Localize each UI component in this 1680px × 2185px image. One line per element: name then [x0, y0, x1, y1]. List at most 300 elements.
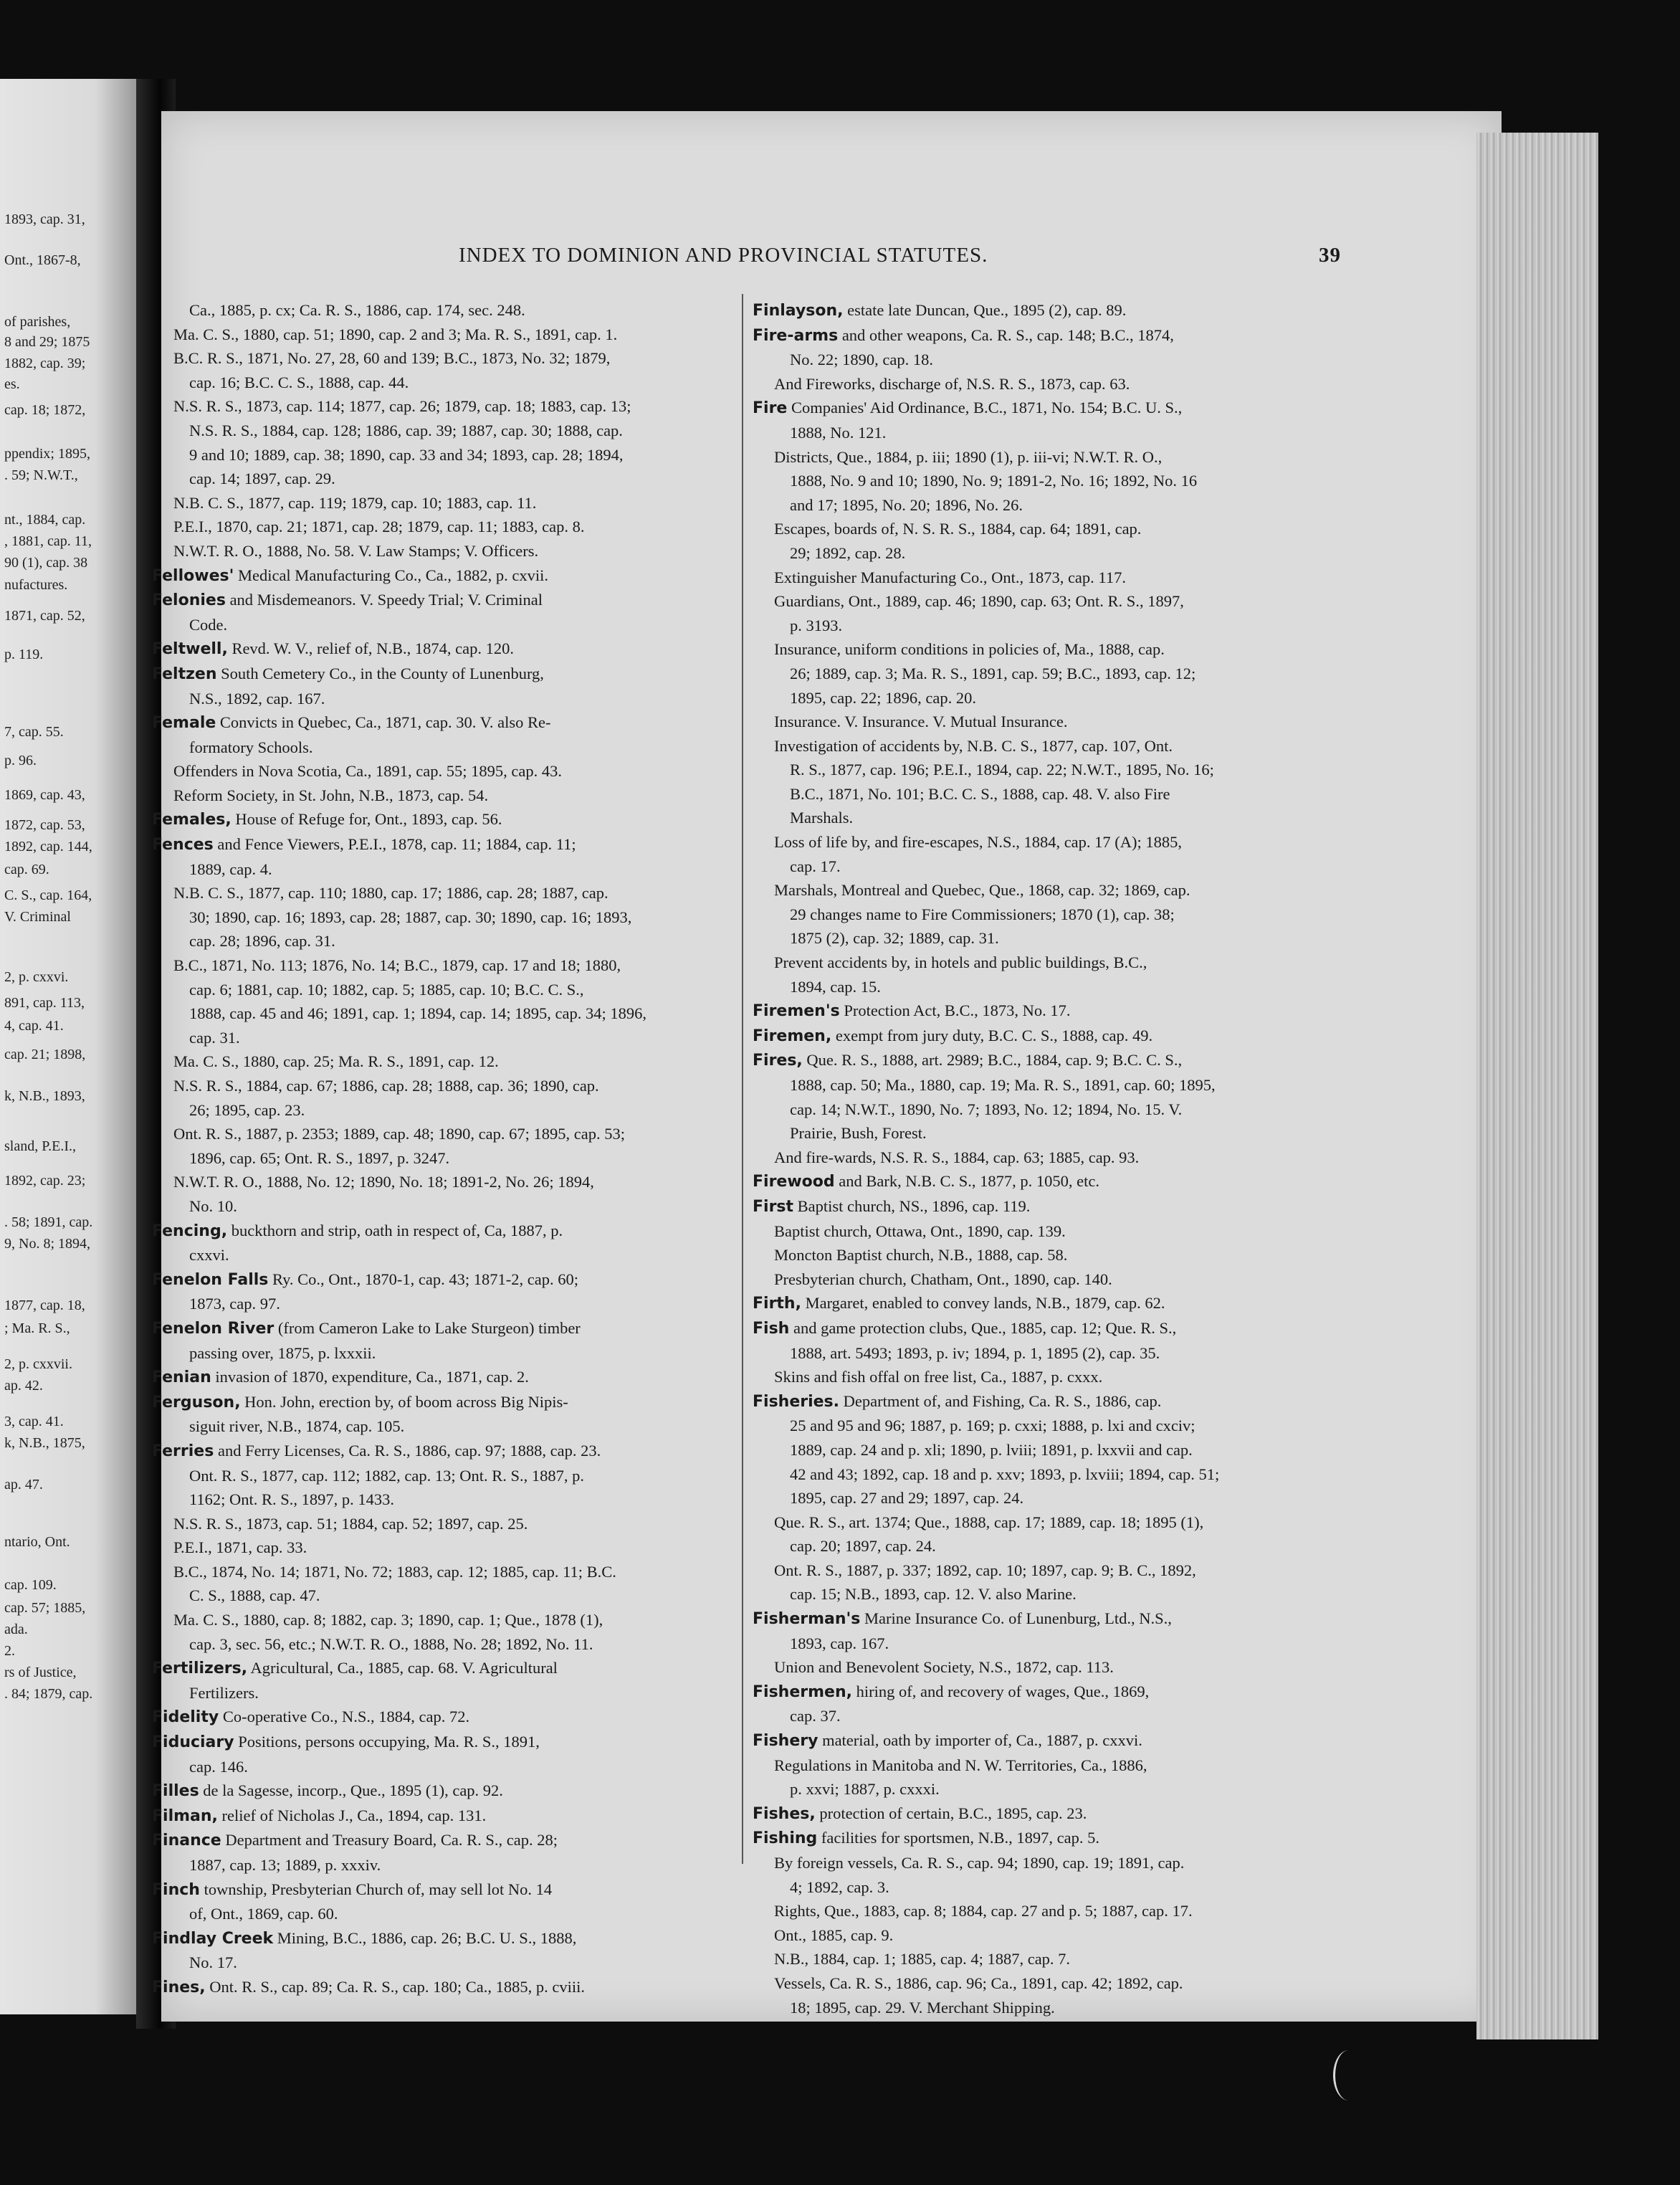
index-entry-line	[753, 1704, 1347, 1728]
index-entry-heading-line	[753, 1801, 1347, 1827]
index-entry-line	[753, 1558, 1347, 1583]
entry-text: de la Sagesse, incorp., Que., 1895 (1), cap. 92.	[199, 1781, 503, 1800]
entry-text: Que. R. S., art. 1374; Que., 1888, cap. 17; 1889, cap. 18; 1895 (1),	[774, 1513, 1204, 1531]
entry-text: cap. 146.	[189, 1757, 248, 1776]
entry-text: 25 and 95 and 96; 1887, p. 169; p. cxxi; 1888, p. lxi and cxciv;	[790, 1417, 1195, 1435]
index-entry-line	[753, 637, 1347, 662]
entry-keyword: Feltzen	[152, 665, 217, 683]
entry-keyword: Felonies	[152, 591, 226, 610]
index-entry-line	[152, 1001, 740, 1026]
entry-text: passing over, 1875, p. lxxxii.	[189, 1343, 376, 1362]
index-entry-line	[152, 1292, 740, 1316]
facing-page-fragment: ap. 42.	[4, 1378, 43, 1394]
entry-text: Prairie, Bush, Forest.	[790, 1124, 927, 1143]
entry-text: Reform Society, in St. John, N.B., 1873, cap. 54.	[173, 786, 489, 804]
index-entry-heading-line	[753, 396, 1347, 421]
entry-text: Presbyterian church, Chatham, Ont., 1890, cap. 140.	[774, 1270, 1112, 1288]
index-entry-line	[753, 1947, 1347, 1971]
entry-text: And fire-wards, N.S. R. S., 1884, cap. 63; 1885, cap. 93.	[774, 1148, 1140, 1166]
page-mark	[1333, 2050, 1364, 2100]
index-entry-heading-line	[753, 1316, 1347, 1341]
facing-page-fragment: p. 119.	[4, 647, 44, 662]
entry-text: Marshals.	[790, 809, 854, 827]
entry-text: 29 changes name to Fire Commissioners; 1870 (1), cap. 38;	[790, 905, 1175, 923]
index-entry-line	[753, 951, 1347, 975]
facing-page-fragment: sland, P.E.I.,	[4, 1138, 76, 1154]
entry-keyword: Fishing	[753, 1829, 818, 1848]
entry-text: cap. 3, sec. 56, etc.; N.W.T. R. O., 1888, No. 28; 1892, No. 11.	[189, 1634, 593, 1653]
entry-keyword: First	[753, 1197, 794, 1216]
facing-page-fragment: , 1881, cap. 11,	[4, 533, 92, 549]
index-entry-line	[753, 855, 1347, 879]
entry-text: Department and Treasury Board, Ca. R. S., cap. 28;	[221, 1831, 558, 1850]
index-entry-line	[152, 759, 740, 784]
entry-keyword: Fenian	[152, 1368, 211, 1387]
index-entry-line	[753, 1073, 1347, 1098]
entry-text: Ont. R. S., 1877, cap. 112; 1882, cap. 13; Ont. R. S., 1887, p.	[189, 1466, 585, 1485]
index-entry-line	[753, 758, 1347, 782]
entry-text: N.S. R. S., 1873, cap. 51; 1884, cap. 52; 1897, cap. 25.	[173, 1514, 528, 1533]
index-entry-line	[753, 1121, 1347, 1146]
index-entry-heading-line	[152, 1365, 740, 1390]
facing-page-fragment: 8 and 29; 1875	[4, 334, 90, 350]
index-entry-line	[753, 1923, 1347, 1948]
entry-text: Baptist church, Ottawa, Ont., 1890, cap. 139.	[774, 1222, 1066, 1240]
facing-page-fragment: . 59; N.W.T.,	[4, 467, 78, 483]
facing-page-fragment: k, N.B., 1893,	[4, 1088, 85, 1104]
index-entry-line	[152, 515, 740, 539]
entry-text: 1895, cap. 22; 1896, cap. 20.	[790, 688, 976, 707]
entry-keyword: Finch	[152, 1880, 200, 1899]
entry-text: Companies' Aid Ordinance, B.C., 1871, No. 154; B.C. U. S.,	[787, 399, 1183, 417]
index-entry-line	[152, 953, 740, 978]
index-entry-line	[753, 1365, 1347, 1389]
entry-text: cap. 6; 1881, cap. 10; 1882, cap. 5; 1885, cap. 10; B.C. C. S.,	[189, 980, 584, 999]
index-entry-line	[152, 371, 740, 395]
index-entry-line	[152, 1512, 740, 1536]
index-entry-line	[152, 1902, 740, 1926]
entry-keyword: Fisheries.	[753, 1392, 840, 1411]
index-entry-line	[152, 1755, 740, 1779]
facing-page-fragment: 7, cap. 55.	[4, 724, 64, 740]
index-entry-line	[753, 1777, 1347, 1801]
entry-text: cap. 14; 1897, cap. 29.	[189, 470, 335, 488]
entry-text: 1162; Ont. R. S., 1897, p. 1433.	[189, 1490, 395, 1509]
entry-text: N.S. R. S., 1884, cap. 128; 1886, cap. 39; 1887, cap. 30; 1888, cap.	[189, 421, 623, 439]
index-entry-heading-line	[753, 1024, 1347, 1049]
index-entry-line	[152, 1243, 740, 1267]
entry-text: Ont. R. S., 1887, p. 2353; 1889, cap. 48; 1890, cap. 67; 1895, cap. 53;	[173, 1125, 625, 1143]
index-entry-line	[753, 614, 1347, 638]
index-entry-heading-line	[753, 1048, 1347, 1073]
index-entry-line	[753, 1462, 1347, 1487]
index-entry-heading-line	[152, 1975, 740, 2000]
index-entry-line	[753, 878, 1347, 903]
entry-text: Moncton Baptist church, N.B., 1888, cap. 58.	[774, 1246, 1068, 1265]
index-entry-heading-line	[753, 298, 1347, 323]
index-entry-line	[753, 1655, 1347, 1680]
facing-page-fragment: 1871, cap. 52,	[4, 608, 85, 624]
facing-page-fragment: cap. 57; 1885,	[4, 1600, 86, 1616]
facing-page-fragment: cap. 21; 1898,	[4, 1047, 86, 1062]
facing-page-fragment: 1892, cap. 23;	[4, 1173, 86, 1189]
entry-text: p. xxvi; 1887, p. cxxxi.	[790, 1780, 940, 1799]
entry-keyword: Fishermen,	[753, 1682, 852, 1701]
entry-text: p. 3193.	[790, 616, 843, 634]
page-number: 39	[1319, 244, 1341, 267]
entry-keyword: Firth,	[753, 1295, 801, 1313]
entry-text: 1875 (2), cap. 32; 1889, cap. 31.	[790, 929, 999, 948]
entry-text: Ry. Co., Ont., 1870-1, cap. 43; 1871-2, cap. 60;	[268, 1270, 578, 1288]
index-entry-line	[753, 710, 1347, 734]
index-entry-line	[753, 421, 1347, 445]
index-entry-heading-line	[152, 807, 740, 832]
index-entry-line	[152, 1049, 740, 1074]
index-entry-heading-line	[152, 1656, 740, 1681]
facing-page-fragment: 1892, cap. 144,	[4, 839, 92, 855]
entry-text: N.S. R. S., 1884, cap. 67; 1886, cap. 28; 1888, cap. 36; 1890, cap.	[173, 1077, 599, 1095]
facing-page-fragment: nt., 1884, cap.	[4, 512, 86, 528]
index-entry-line	[152, 613, 740, 637]
index-entry-line	[152, 443, 740, 467]
entry-text: Prevent accidents by, in hotels and public buildings, B.C.,	[774, 953, 1147, 972]
index-entry-line	[152, 1853, 740, 1877]
facing-page-fragment: 2, p. cxxvii.	[4, 1356, 72, 1372]
entry-text: No. 10.	[189, 1196, 237, 1215]
index-entry-heading-line	[753, 323, 1347, 348]
index-entry-line	[753, 372, 1347, 396]
entry-text: 1895, cap. 27 and 29; 1897, cap. 24.	[790, 1489, 1024, 1508]
index-entry-line	[753, 1996, 1347, 2020]
index-entry-line	[152, 1608, 740, 1632]
entry-keyword: Firewood	[753, 1173, 835, 1191]
facing-page-fragment: cap. 18; 1872,	[4, 402, 86, 418]
facing-page-fragment: 2, p. cxxvi.	[4, 969, 69, 985]
entry-text: N.S. R. S., 1873, cap. 114; 1877, cap. 26; 1879, cap. 18; 1883, cap. 13;	[173, 397, 631, 416]
facing-page-fragment: p. 96.	[4, 753, 37, 768]
entry-text: 26; 1889, cap. 3; Ma. R. S., 1891, cap. 59; B.C., 1893, cap. 12;	[790, 664, 1196, 682]
entry-text: Extinguisher Manufacturing Co., Ont., 1873, cap. 117.	[774, 568, 1126, 586]
entry-text: Convicts in Quebec, Ca., 1871, cap. 30. V. also Re-	[216, 713, 551, 732]
entry-text: cap. 37.	[790, 1707, 841, 1725]
entry-text: B.C., 1871, No. 101; B.C. C. S., 1888, cap. 48. V. also Fire	[790, 784, 1170, 803]
entry-keyword: Fire-arms	[753, 326, 839, 345]
facing-page-fragment: cap. 109.	[4, 1577, 57, 1593]
index-entry-line	[152, 1632, 740, 1657]
index-entry-line	[152, 881, 740, 905]
index-entry-line	[152, 1341, 740, 1366]
index-entry-heading-line	[152, 1877, 740, 1903]
facing-page-fragment: nufactures.	[4, 577, 68, 593]
entry-text: Insurance, uniform conditions in policies of, Ma., 1888, cap.	[774, 640, 1165, 659]
entry-text: 1888, art. 5493; 1893, p. iv; 1894, p. 1, 1895 (2), cap. 35.	[790, 1343, 1160, 1362]
entry-text: And Fireworks, discharge of, N.S. R. S., 1873, cap. 63.	[774, 374, 1130, 393]
index-entry-heading-line	[152, 563, 740, 589]
facing-page-fragment: 891, cap. 113,	[4, 995, 85, 1011]
index-entry-line	[152, 467, 740, 491]
entry-keyword: Fines,	[152, 1978, 206, 1996]
index-entry-line	[152, 323, 740, 347]
index-entry-heading-line	[152, 1730, 740, 1755]
index-entry-line	[152, 1584, 740, 1608]
entry-keyword: Fertilizers,	[152, 1660, 248, 1678]
facing-page-fragment: ppendix; 1895,	[4, 446, 90, 462]
entry-keyword: Ferries	[152, 1442, 214, 1460]
entry-text: House of Refuge for, Ont., 1893, cap. 56.	[231, 810, 502, 829]
index-entry-heading-line	[753, 1728, 1347, 1753]
index-entry-heading-line	[152, 1705, 740, 1730]
entry-keyword: Fenelon River	[152, 1319, 275, 1338]
index-entry-heading-line	[152, 1267, 740, 1293]
index-entry-line	[753, 926, 1347, 951]
entry-keyword: Fisherman's	[753, 1610, 861, 1629]
index-entry-line	[753, 662, 1347, 686]
index-entry-line	[753, 445, 1347, 470]
index-entry-line	[753, 903, 1347, 927]
index-entry-line	[753, 1875, 1347, 1900]
index-entry-line	[753, 782, 1347, 806]
entry-keyword: Fishes,	[753, 1804, 816, 1823]
entry-text: Regulations in Manitoba and N. W. Territories, Ca., 1886,	[774, 1756, 1147, 1774]
facing-page-fragment: k, N.B., 1875,	[4, 1435, 85, 1451]
entry-text: Investigation of accidents by, N.B. C. S., 1877, cap. 107, Ont.	[774, 736, 1173, 755]
facing-page-fragment: 1893, cap. 31,	[4, 211, 85, 227]
index-entry-line	[152, 1464, 740, 1488]
entry-text: N.S., 1892, cap. 167.	[189, 689, 325, 708]
entry-text: P.E.I., 1871, cap. 33.	[173, 1538, 307, 1557]
entry-text: 1873, cap. 97.	[189, 1295, 280, 1313]
entry-text: and Bark, N.B. C. S., 1877, p. 1050, etc.	[834, 1172, 1099, 1191]
entry-text: 1888, No. 121.	[790, 423, 887, 442]
entry-text: Vessels, Ca. R. S., 1886, cap. 96; Ca., 1891, cap. 42; 1892, cap.	[774, 1974, 1183, 1992]
index-entry-line	[152, 1681, 740, 1705]
facing-page-fragment: C. S., cap. 164,	[4, 887, 92, 903]
index-entry-line	[152, 1146, 740, 1171]
index-entry-line	[753, 1243, 1347, 1267]
facing-page-fragment: ntario, Ont.	[4, 1534, 70, 1550]
facing-page-fragment: of parishes,	[4, 314, 71, 330]
index-entry-line	[152, 929, 740, 953]
index-entry-line	[152, 1194, 740, 1219]
index-entry-heading-line	[753, 1389, 1347, 1414]
entry-keyword: Fellowes'	[152, 566, 234, 585]
entry-text: hiring of, and recovery of wages, Que., 1869,	[851, 1682, 1150, 1700]
entry-text: Mining, B.C., 1886, cap. 26; B.C. U. S., 1888,	[273, 1928, 577, 1947]
facing-page-fragment: 90 (1), cap. 38	[4, 555, 88, 571]
entry-text: exempt from jury duty, B.C. C. S., 1888, cap. 49.	[831, 1026, 1153, 1044]
entry-text: Ma. C. S., 1880, cap. 8; 1882, cap. 3; 1890, cap. 1; Que., 1878 (1),	[173, 1611, 603, 1629]
entry-text: 1894, cap. 15.	[790, 977, 881, 996]
entry-keyword: Finlayson,	[753, 302, 844, 320]
index-entry-line	[753, 1510, 1347, 1535]
facing-page-fragment: . 58; 1891, cap.	[4, 1214, 93, 1230]
entry-text: Marshals, Montreal and Quebec, Que., 1868, cap. 32; 1869, cap.	[774, 881, 1190, 900]
index-entry-line	[753, 1414, 1347, 1438]
entry-text: 1889, cap. 24 and p. xli; 1890, p. lviii; 1891, p. lxxvii and cap.	[790, 1440, 1193, 1459]
index-entry-line	[152, 784, 740, 808]
index-entry-heading-line	[152, 710, 740, 736]
entry-text: 1888, cap. 50; Ma., 1880, cap. 19; Ma. R. S., 1891, cap. 60; 1895,	[790, 1076, 1216, 1094]
entry-text: B.C., 1871, No. 113; 1876, No. 14; B.C., 1879, cap. 17 and 18; 1880,	[173, 956, 621, 975]
index-entry-line	[753, 348, 1347, 372]
index-entry-line	[152, 419, 740, 443]
index-entry-line	[753, 517, 1347, 541]
entry-keyword: Filles	[152, 1782, 199, 1801]
entry-text: Loss of life by, and fire-escapes, N.S., 1884, cap. 17 (A); 1885,	[774, 833, 1183, 852]
entry-text: Rights, Que., 1883, cap. 8; 1884, cap. 27 and p. 5; 1887, cap. 17.	[774, 1902, 1193, 1920]
entry-text: 4; 1892, cap. 3.	[790, 1877, 889, 1896]
index-entry-line	[753, 975, 1347, 999]
index-entry-heading-line	[152, 1804, 740, 1829]
index-entry-heading-line	[152, 1926, 740, 1951]
entry-text: 30; 1890, cap. 16; 1893, cap. 28; 1887, cap. 30; 1890, cap. 16; 1893,	[189, 908, 632, 926]
entry-text: Ma. C. S., 1880, cap. 25; Ma. R. S., 1891, cap. 12.	[173, 1052, 499, 1071]
entry-text: formatory Schools.	[189, 738, 313, 756]
index-entry-line	[152, 1414, 740, 1439]
entry-text: 1889, cap. 4.	[189, 860, 272, 878]
entry-text: 1887, cap. 13; 1889, p. xxxiv.	[189, 1856, 381, 1874]
index-entry-heading-line	[152, 1316, 740, 1341]
entry-text: Que. R. S., 1888, art. 2989; B.C., 1884, cap. 9; B.C. C. S.,	[802, 1051, 1183, 1070]
entry-keyword: Fenelon Falls	[152, 1270, 269, 1289]
entry-text: R. S., 1877, cap. 196; P.E.I., 1894, cap. 22; N.W.T., 1895, No. 16;	[790, 761, 1214, 779]
index-entry-heading-line	[753, 1169, 1347, 1194]
index-entry-line	[753, 1851, 1347, 1875]
entry-text: 9 and 10; 1889, cap. 38; 1890, cap. 33 and 34; 1893, cap. 28; 1894,	[189, 445, 624, 464]
entry-keyword: Fire	[753, 399, 788, 418]
facing-page-fragment: 1869, cap. 43,	[4, 787, 85, 803]
column-divider	[742, 294, 743, 1864]
index-entry-heading-line	[753, 1680, 1347, 1705]
entry-text: of, Ont., 1869, cap. 60.	[189, 1905, 338, 1923]
index-entry-line	[152, 978, 740, 1002]
index-entry-line	[753, 1632, 1347, 1656]
entry-keyword: Fishery	[753, 1732, 818, 1751]
entry-text: Skins and fish offal on free list, Ca., 1887, p. cxxx.	[774, 1368, 1103, 1386]
entry-text: Medical Manufacturing Co., Ca., 1882, p. cxvii.	[234, 566, 549, 584]
entry-text: C. S., 1888, cap. 47.	[189, 1586, 320, 1605]
entry-keyword: Fidelity	[152, 1708, 219, 1727]
entry-text: P.E.I., 1870, cap. 21; 1871, cap. 28; 1879, cap. 11; 1883, cap. 8.	[173, 518, 585, 536]
index-entry-heading-line	[152, 1219, 740, 1244]
entry-text: cap. 14; N.W.T., 1890, No. 7; 1893, No. 12; 1894, No. 15. V.	[790, 1100, 1183, 1118]
index-entry-heading-line	[152, 588, 740, 613]
facing-page-fragment: ; Ma. R. S.,	[4, 1320, 70, 1336]
index-entry-line	[753, 541, 1347, 566]
index-entry-line	[753, 1146, 1347, 1170]
index-entry-line	[152, 687, 740, 711]
index-entry-heading-line	[152, 832, 740, 857]
entry-text: Fertilizers.	[189, 1683, 259, 1702]
entry-text: 42 and 43; 1892, cap. 18 and p. xxv; 1893, p. lxviii; 1894, cap. 51;	[790, 1465, 1220, 1483]
entry-keyword: Female	[152, 714, 216, 733]
index-column-left	[152, 298, 740, 2000]
index-entry-line	[152, 1098, 740, 1123]
entry-text: and game protection clubs, Que., 1885, cap. 12; Que. R. S.,	[789, 1318, 1177, 1337]
entry-text: N.B. C. S., 1877, cap. 110; 1880, cap. 17; 1886, cap. 28; 1887, cap.	[173, 884, 608, 903]
entry-text: siguit river, N.B., 1874, cap. 105.	[189, 1417, 405, 1436]
entry-text: (from Cameron Lake to Lake Sturgeon) timber	[274, 1318, 581, 1337]
entry-text: 1893, cap. 167.	[790, 1634, 889, 1652]
index-entry-line	[753, 1438, 1347, 1462]
entry-text: South Cemetery Co., in the County of Lunenburg,	[216, 664, 544, 682]
index-entry-line	[152, 1951, 740, 1975]
facing-page-fragment: ada.	[4, 1622, 28, 1637]
index-entry-line	[152, 1170, 740, 1194]
index-entry-heading-line	[152, 1828, 740, 1853]
entry-text: and other weapons, Ca. R. S., cap. 148; B.C., 1874,	[838, 325, 1174, 344]
entry-text: N.W.T. R. O., 1888, No. 12; 1890, No. 18; 1891-2, No. 26; 1894,	[173, 1173, 594, 1191]
entry-text: protection of certain, B.C., 1895, cap. 23.	[815, 1804, 1087, 1822]
index-entry-line	[152, 1536, 740, 1560]
entry-keyword: Feltwell,	[152, 640, 228, 659]
entry-text: Department of, and Fishing, Ca. R. S., 1886, cap.	[839, 1391, 1162, 1410]
facing-page-fragment: 1877, cap. 18,	[4, 1298, 85, 1313]
entry-keyword: Fiduciary	[152, 1733, 234, 1752]
index-entry-line	[753, 566, 1347, 590]
entry-text: invasion of 1870, expenditure, Ca., 1871, cap. 2.	[211, 1368, 529, 1386]
index-entry-line	[152, 539, 740, 563]
index-entry-heading-line	[152, 1390, 740, 1415]
entry-text: 1888, cap. 45 and 46; 1891, cap. 1; 1894, cap. 14; 1895, cap. 34; 1896,	[189, 1004, 647, 1023]
index-entry-line	[753, 493, 1347, 518]
index-entry-line	[753, 734, 1347, 758]
entry-keyword: Fires,	[753, 1052, 803, 1070]
facing-page-fragment: 3, cap. 41.	[4, 1414, 64, 1429]
facing-page-fragment: rs of Justice,	[4, 1665, 77, 1680]
index-entry-line	[152, 1074, 740, 1098]
index-entry-line	[753, 806, 1347, 830]
entry-text: Marine Insurance Co. of Lunenburg, Ltd., N.S.,	[860, 1609, 1172, 1628]
entry-text: cap. 20; 1897, cap. 24.	[790, 1537, 936, 1556]
entry-text: Guardians, Ont., 1889, cap. 46; 1890, cap. 63; Ont. R. S., 1897,	[774, 592, 1184, 611]
entry-text: cap. 17.	[790, 857, 841, 875]
index-entry-heading-line	[753, 1606, 1347, 1632]
index-entry-line	[152, 857, 740, 882]
entry-text: No. 17.	[189, 1953, 237, 1972]
entry-text: Districts, Que., 1884, p. iii; 1890 (1), p. iii-vi; N.W.T. R. O.,	[774, 447, 1163, 466]
entry-text: material, oath by importer of, Ca., 1887, p. cxxvi.	[818, 1731, 1142, 1750]
entry-text: Escapes, boards of, N. S. R. S., 1884, cap. 64; 1891, cap.	[774, 520, 1142, 538]
facing-page-fragment: . 84; 1879, cap.	[4, 1686, 93, 1702]
entry-text: cap. 28; 1896, cap. 31.	[189, 932, 335, 951]
index-entry-line	[753, 1098, 1347, 1122]
entry-text: relief of Nicholas J., Ca., 1894, cap. 131.	[217, 1806, 487, 1824]
entry-text: Ont. R. S., cap. 89; Ca. R. S., cap. 180; Ca., 1885, p. cviii.	[205, 1977, 585, 1996]
entry-text: No. 22; 1890, cap. 18.	[790, 351, 933, 369]
index-entry-line	[152, 298, 740, 323]
index-entry-line	[152, 905, 740, 930]
index-entry-heading-line	[152, 662, 740, 687]
index-entry-line	[753, 1267, 1347, 1292]
index-entry-heading-line	[753, 1194, 1347, 1219]
entry-text: N.B., 1884, cap. 1; 1885, cap. 4; 1887, cap. 7.	[774, 1950, 1071, 1969]
header-title: INDEX TO DOMINION AND PROVINCIAL STATUTES.	[459, 244, 988, 267]
entry-text: Ont., 1885, cap. 9.	[774, 1925, 894, 1944]
entry-text: and 17; 1895, No. 20; 1896, No. 26.	[790, 495, 1023, 514]
entry-keyword: Ferguson,	[152, 1393, 241, 1412]
entry-text: buckthorn and strip, oath in respect of, Ca, 1887, p.	[227, 1221, 563, 1239]
facing-page-fragment: 2.	[4, 1643, 15, 1659]
entry-text: N.B. C. S., 1877, cap. 119; 1879, cap. 10; 1883, cap. 11.	[173, 493, 537, 512]
facing-page-fragment: 1872, cap. 53,	[4, 817, 85, 833]
entry-text: and Ferry Licenses, Ca. R. S., 1886, cap. 97; 1888, cap. 23.	[214, 1441, 601, 1460]
facing-page-fragment: es.	[4, 376, 20, 392]
entry-text: estate late Duncan, Que., 1895 (2), cap. 89.	[843, 301, 1127, 319]
entry-text: Baptist church, NS., 1896, cap. 119.	[793, 1196, 1031, 1215]
facing-page-fragment: cap. 69.	[4, 862, 49, 877]
index-entry-line	[753, 1753, 1347, 1778]
